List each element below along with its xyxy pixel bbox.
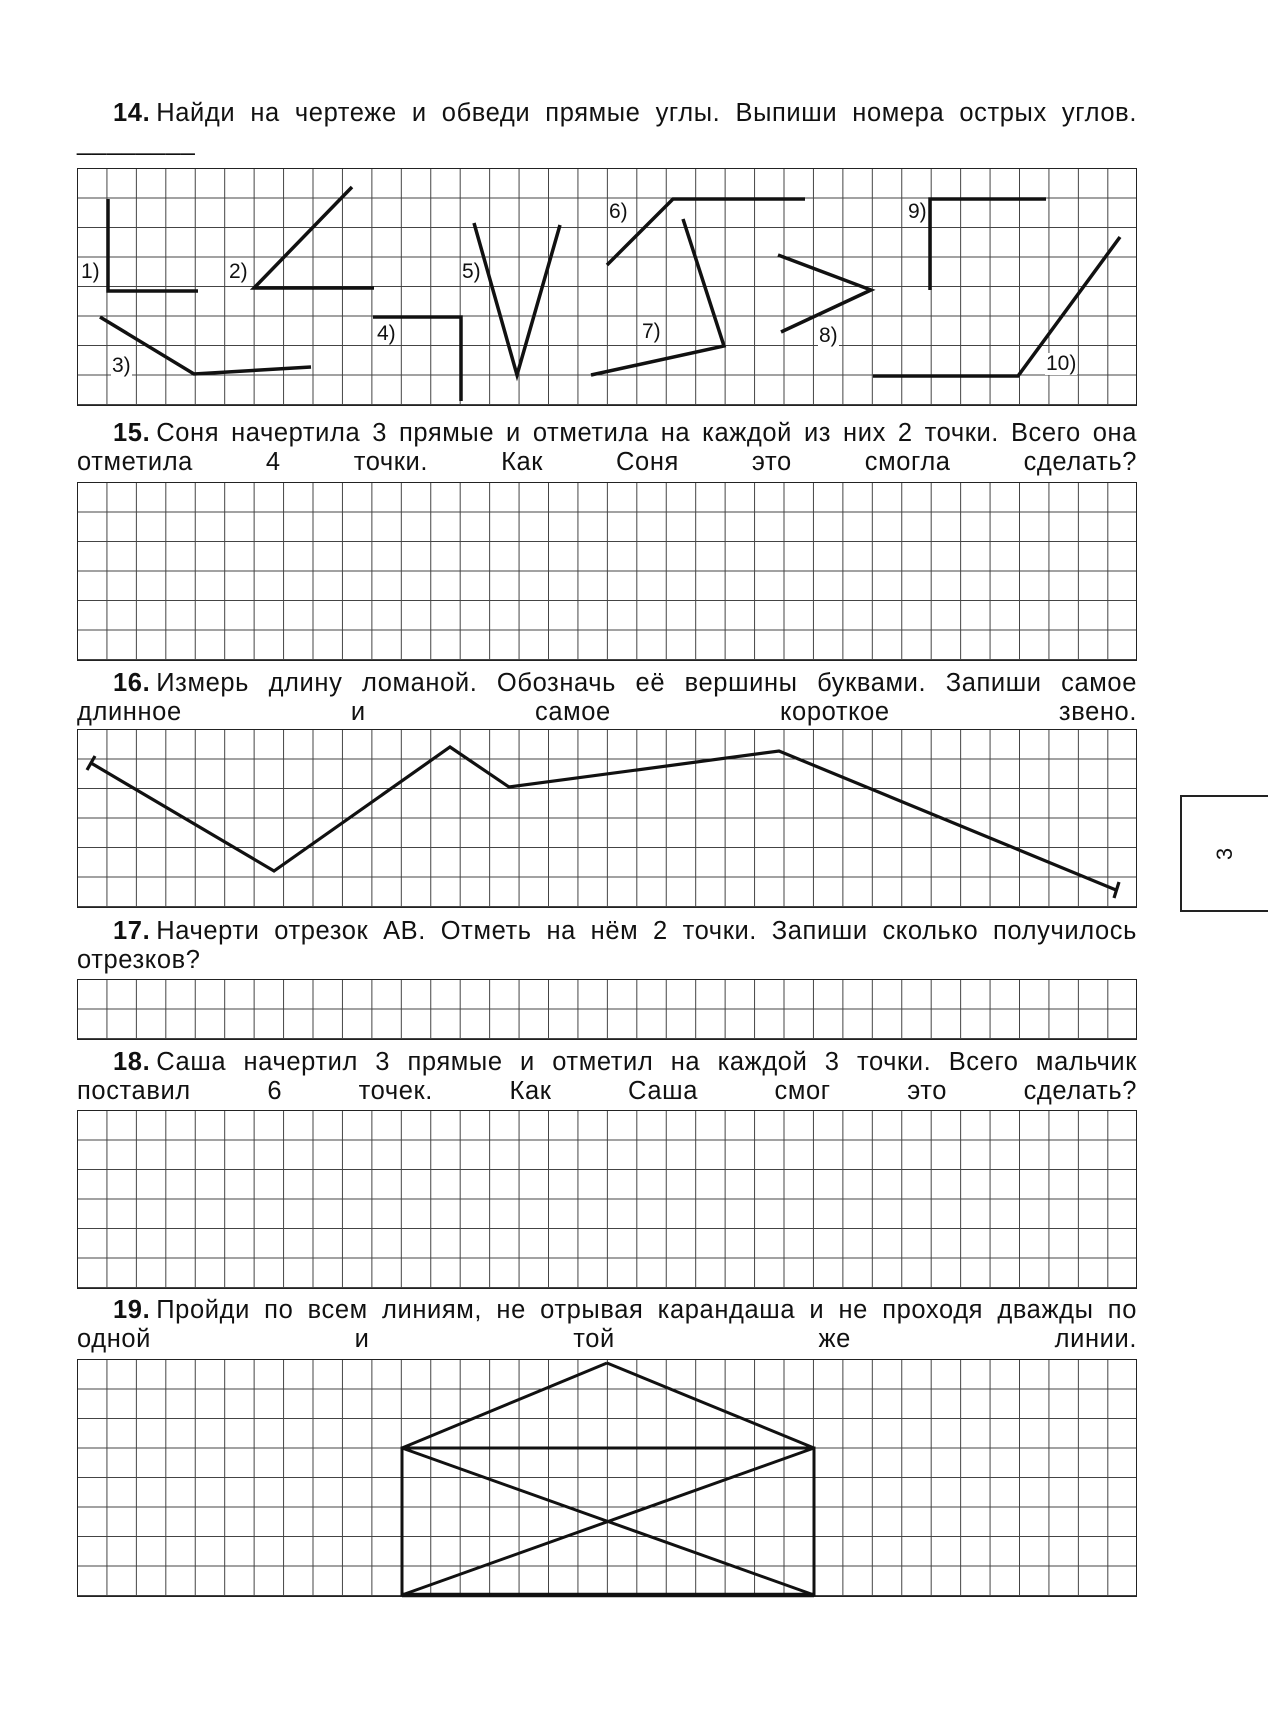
angle-7 [591,219,724,375]
grid-task-15[interactable] [77,482,1137,661]
grid-task-17[interactable] [77,979,1137,1040]
envelope-figure [78,1360,1138,1598]
angle-label-1: 1) [81,260,100,283]
angle-label-8: 8) [819,324,838,347]
broken-line [91,747,1116,890]
angle-8 [778,255,871,332]
task-number: 17. [113,917,151,945]
task-16 [77,669,1137,727]
task-text: Пройди по всем линиям, не отрывая карандаша и не проходя дважды по одной и той же линии. [77,1296,1137,1353]
grid-task-18[interactable] [77,1110,1137,1289]
task-14 [77,99,1137,157]
task-number: 15. [113,419,151,447]
angle-1 [108,199,198,291]
angle-label-10: 10) [1046,352,1077,375]
grid-task-16[interactable] [77,729,1137,908]
task-number: 18. [113,1048,151,1076]
angle-label-6: 6) [609,200,628,223]
task-17 [77,917,1137,975]
grid-task-14[interactable] [77,168,1137,406]
angle-5 [474,223,560,375]
task-text: Измерь длину ломаной. Обозначь её вершины буквами. Запиши самое длинное и самое короткое звено. [77,669,1137,726]
task-text: Начерти отрезок АВ. Отметь на нём 2 точки. Запиши сколько получилось отрезков? [77,917,1137,974]
angle-label-5: 5) [462,260,481,283]
angle-9 [930,199,1046,290]
grid-task-19[interactable] [77,1359,1137,1597]
angle-2 [254,187,374,288]
task-number: 16. [113,669,151,697]
angle-label-4: 4) [377,322,396,345]
task-number: 14. [113,99,151,127]
task-text: Найди на чертеже и обведи прямые углы. Выпиши номера острых углов. ________ [77,99,1137,156]
page-number: 3 [1212,847,1237,860]
task-number: 19. [113,1296,151,1324]
page-number-tab [1180,795,1268,912]
task-18 [77,1048,1137,1106]
task-15 [77,419,1137,477]
task-text: Соня начертила 3 прямые и отметила на каждой из них 2 точки. Всего она отметила 4 точки. Как Соня это смогла сделать? [77,419,1137,476]
angle-label-9: 9) [908,200,927,223]
angle-6 [607,199,805,265]
task-19 [77,1296,1137,1354]
angle-label-2: 2) [229,260,248,283]
angle-label-3: 3) [112,354,131,377]
roof-right [607,1363,814,1448]
roof-left [402,1363,607,1448]
task-text: Саша начертил 3 прямые и отметил на каждой 3 точки. Всего мальчик поставил 6 точек. Как Саша смог это сделать? [77,1048,1137,1105]
polyline-drawing [78,730,1138,909]
angle-label-7: 7) [642,320,661,343]
angle-10 [873,237,1120,376]
